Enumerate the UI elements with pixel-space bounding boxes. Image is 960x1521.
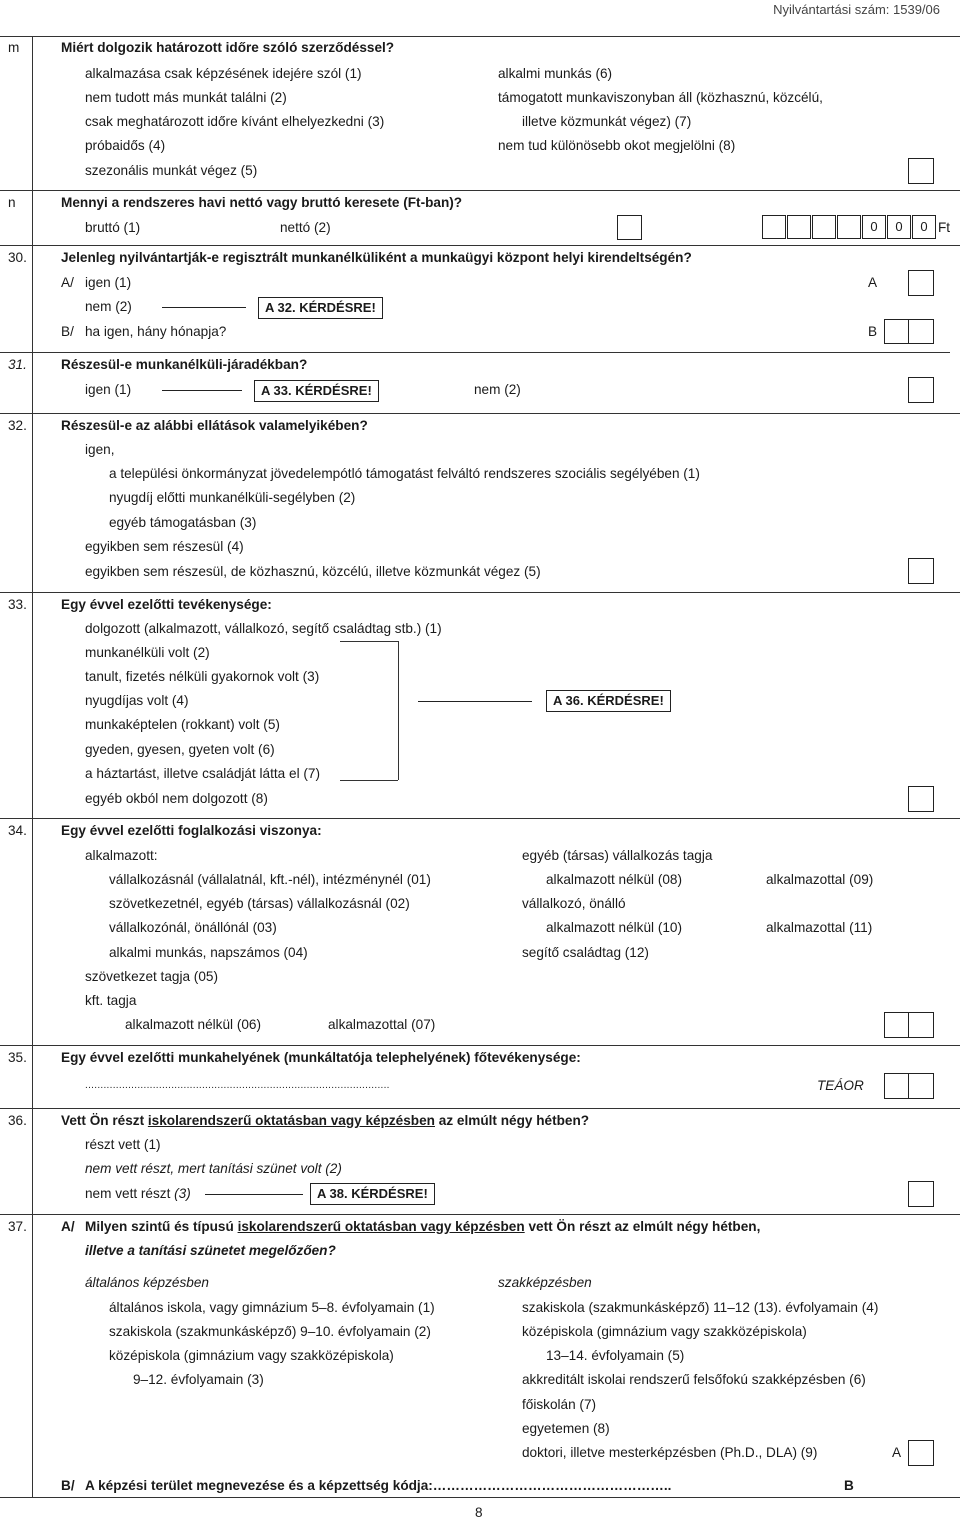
- q37-title: Milyen szintű és típusú iskolarendszerű oktatásban vagy képzésben vett Ön részt az elmúlt négy hétben,: [85, 1219, 761, 1234]
- q34-op-08: alkalmazott nélkül (08): [546, 872, 682, 887]
- divider: [0, 1214, 960, 1215]
- q35-code-label: TEÁOR: [817, 1078, 864, 1093]
- q30-a-prefix: A/: [61, 275, 74, 290]
- divider: [0, 1045, 960, 1046]
- jump-arrow: [162, 390, 242, 391]
- q37-gen-3a: középiskola (gimnázium vagy szakközépiskola): [109, 1348, 394, 1363]
- divider: [0, 818, 960, 819]
- q37-num: 37.: [8, 1219, 27, 1234]
- jump-arrow: [162, 307, 246, 308]
- q-m-option-3: csak meghatározott időre kívánt elhelyezkedni (3): [85, 114, 385, 129]
- q37-voc-9: doktori, illetve mesterképzésben (Ph.D., DLA) (9): [522, 1445, 818, 1460]
- q-n-digit-fixed: 0: [862, 215, 886, 239]
- q-n-digit-fixed: 0: [912, 215, 936, 239]
- q36-answer-box[interactable]: [908, 1181, 934, 1207]
- q37-gen-1: általános iskola, vagy gimnázium 5–8. évfolyamain (1): [109, 1300, 435, 1315]
- q34-kft-06: alkalmazott nélkül (06): [125, 1017, 261, 1032]
- q34-answer-box-1[interactable]: [884, 1012, 909, 1038]
- q30-b-month-box-1[interactable]: [884, 319, 909, 344]
- divider: [0, 592, 960, 593]
- q36-jump-label: A 38. KÉRDÉSRE!: [310, 1183, 435, 1205]
- q33-item-3: tanult, fizetés nélküli gyakornok volt (3): [85, 669, 320, 684]
- q37-b-question[interactable]: A képzési terület megnevezése és a képzettség kódja:……………………………………………..: [85, 1478, 672, 1493]
- q30-b-prefix: B/: [61, 324, 74, 339]
- q34-kft: kft. tagja: [85, 993, 137, 1008]
- q32-item-1: a települési önkormányzat jövedelempótló támogatást felváltó rendszeres szociális segélyében (1): [109, 466, 700, 481]
- q-n-digit-4[interactable]: [837, 215, 861, 239]
- q30-jump-label: A 32. KÉRDÉSRE!: [258, 297, 383, 319]
- q37-voc-5a: középiskola (gimnázium vagy szakközépiskola): [522, 1324, 807, 1339]
- q-n-type-box[interactable]: [617, 215, 642, 240]
- q37-title-2: illetve a tanítási szünetet megelőzően?: [85, 1243, 336, 1258]
- jump-arrow: [418, 701, 532, 702]
- q-m-option-7b: illetve közmunkát végez) (7): [522, 114, 692, 129]
- q37-voc-7: főiskolán (7): [522, 1397, 597, 1412]
- divider: [0, 245, 960, 246]
- q30-yes: igen (1): [85, 275, 132, 290]
- q30-box-b-label: B: [868, 324, 878, 339]
- q36-option-2: nem vett részt, mert tanítási szünet volt (2): [85, 1161, 342, 1176]
- q37-a-answer-box[interactable]: [908, 1440, 934, 1466]
- q-n-digit-3[interactable]: [812, 215, 836, 239]
- q33-item-6: gyeden, gyesen, gyeten volt (6): [85, 742, 275, 757]
- q-m-option-5: szezonális munkát végez (5): [85, 163, 258, 178]
- q-n-digit-2[interactable]: [787, 215, 811, 239]
- q30-a-answer-box[interactable]: [908, 270, 934, 296]
- q34-answer-box-2[interactable]: [908, 1012, 934, 1038]
- q-m-option-2: nem tudott más munkát találni (2): [85, 90, 287, 105]
- q-m-num: m: [8, 40, 20, 55]
- q37-a-prefix: A/: [61, 1219, 75, 1234]
- q37-voc-6: akkreditált iskolai rendszerű felsőfokú szakképzésben (6): [522, 1372, 866, 1387]
- bracket-top: [340, 641, 398, 642]
- q36-title: Vett Ön részt iskolarendszerű oktatásban vagy képzésben az elmúlt négy hétben?: [61, 1113, 590, 1128]
- q-n-digit-fixed: 0: [887, 215, 911, 239]
- left-border: [32, 36, 33, 1498]
- q31-title: Részesül-e munkanélküli-járadékban?: [61, 357, 308, 372]
- registry-number: Nyilvántartási szám: 1539/06: [773, 2, 940, 17]
- q-m-option-8: nem tud különösebb okot megjelölni (8): [498, 138, 736, 153]
- q30-no: nem (2): [85, 299, 132, 314]
- q35-num: 35.: [8, 1050, 27, 1065]
- q-m-answer-box[interactable]: [908, 158, 934, 184]
- q34-coop: szövetkezet tagja (05): [85, 969, 218, 984]
- q31-num: 31.: [8, 357, 27, 372]
- q31-yes: igen (1): [85, 382, 132, 397]
- q30-title: Jelenleg nyilvántartják-e regisztrált munkanélküliként a munkaügyi központ helyi kirendeltségén?: [61, 250, 692, 265]
- q33-answer-box[interactable]: [908, 786, 934, 812]
- bracket-bottom: [340, 780, 398, 781]
- q31-no: nem (2): [474, 382, 521, 397]
- q31-jump-label: A 33. KÉRDÉSRE!: [254, 380, 379, 402]
- q32-yes: igen,: [85, 442, 115, 457]
- q32-item-2: nyugdíj előtti munkanélküli-segélyben (2): [109, 490, 356, 505]
- q32-num: 32.: [8, 418, 27, 433]
- q34-emp-02: szövetkezetnél, egyéb (társas) vállalkozásnál (02): [109, 896, 410, 911]
- q37-gen-2: szakiskola (szakmunkásképző) 9–10. évfolyamain (2): [109, 1324, 431, 1339]
- q30-b-month-box-2[interactable]: [908, 319, 934, 344]
- q-n-gross: bruttó (1): [85, 220, 141, 235]
- q33-item-7: a háztartást, illetve családját látta el (7): [85, 766, 320, 781]
- q-n-digit-1[interactable]: [762, 215, 786, 239]
- q33-jump-label: A 36. KÉRDÉSRE!: [546, 690, 671, 712]
- q-n-unit: Ft: [938, 220, 951, 235]
- bottom-border: [0, 1497, 960, 1498]
- q-n-num: n: [8, 195, 16, 210]
- top-border: [0, 36, 960, 37]
- q34-self-11: alkalmazottal (11): [766, 920, 873, 935]
- q34-op-09: alkalmazottal (09): [766, 872, 874, 887]
- page-number: 8: [475, 1505, 483, 1520]
- q37-general: általános képzésben: [85, 1275, 209, 1290]
- q37-b-prefix: B/: [61, 1478, 75, 1493]
- q32-title: Részesül-e az alábbi ellátások valamelyikében?: [61, 418, 368, 433]
- q34-emp-03: vállalkozónál, önállónál (03): [109, 920, 277, 935]
- q33-title: Egy évvel ezelőtti tevékenysége:: [61, 597, 272, 612]
- divider: [0, 1108, 960, 1109]
- q32-answer-box[interactable]: [908, 558, 934, 584]
- q34-other-partner: egyéb (társas) vállalkozás tagja: [522, 848, 713, 863]
- q31-answer-box[interactable]: [908, 377, 934, 403]
- q33-num: 33.: [8, 597, 27, 612]
- divider: [0, 352, 950, 353]
- q32-item-5: egyikben sem részesül, de közhasznú, közcélú, illetve közmunkát végez (5): [85, 564, 541, 579]
- q37-gen-3b: 9–12. évfolyamain (3): [133, 1372, 264, 1387]
- divider: [0, 190, 960, 191]
- q37-voc-5b: 13–14. évfolyamain (5): [546, 1348, 685, 1363]
- q33-item-1: dolgozott (alkalmazott, vállalkozó, segítő családtag stb.) (1): [85, 621, 442, 636]
- q33-item-8: egyéb okból nem dolgozott (8): [85, 791, 268, 806]
- q30-num: 30.: [8, 250, 27, 265]
- q36-option-1: részt vett (1): [85, 1137, 161, 1152]
- divider: [0, 413, 960, 414]
- q34-self-10: alkalmazott nélkül (10): [546, 920, 682, 935]
- q35-code-box-2[interactable]: [908, 1073, 934, 1099]
- q32-item-4: egyikben sem részesül (4): [85, 539, 244, 554]
- q37-box-b-label: B: [844, 1478, 854, 1493]
- q35-title: Egy évvel ezelőtti munkahelyének (munkáltatója telephelyének) főtevékenysége:: [61, 1050, 581, 1065]
- q35-code-box-1[interactable]: [884, 1073, 909, 1099]
- q34-self: vállalkozó, önálló: [522, 896, 626, 911]
- q-m-option-1: alkalmazása csak képzésének idejére szól (1): [85, 66, 362, 81]
- q34-helper: segítő családtag (12): [522, 945, 649, 960]
- q30-box-a-label: A: [868, 275, 878, 290]
- q34-employee: alkalmazott:: [85, 848, 158, 863]
- q-m-title: Miért dolgozik határozott időre szóló szerződéssel?: [61, 40, 395, 55]
- q33-item-4: nyugdíjas volt (4): [85, 693, 189, 708]
- q30-b-question: ha igen, hány hónapja?: [85, 324, 227, 339]
- q-m-option-6: alkalmi munkás (6): [498, 66, 613, 81]
- q37-voc-8: egyetemen (8): [522, 1421, 610, 1436]
- bracket-side: [398, 641, 399, 780]
- q33-item-2: munkanélküli volt (2): [85, 645, 210, 660]
- q37-voc-4: szakiskola (szakmunkásképző) 11–12 (13). évfolyamain (4): [522, 1300, 879, 1315]
- q34-kft-07: alkalmazottal (07): [328, 1017, 436, 1032]
- q-m-option-4: próbaidős (4): [85, 138, 166, 153]
- q37-box-a-label: A: [892, 1445, 902, 1460]
- q36-option-3: nem vett részt (3): [85, 1186, 191, 1201]
- q32-item-3: egyéb támogatásban (3): [109, 515, 257, 530]
- q-n-title: Mennyi a rendszeres havi nettó vagy bruttó keresete (Ft-ban)?: [61, 195, 463, 210]
- jump-arrow: [205, 1194, 303, 1195]
- q34-num: 34.: [8, 823, 27, 838]
- q34-emp-04: alkalmi munkás, napszámos (04): [109, 945, 308, 960]
- q35-fill-line[interactable]: ...................................................................................................: [85, 1080, 390, 1091]
- q37-vocational: szakképzésben: [498, 1275, 592, 1290]
- q-n-net: nettó (2): [280, 220, 331, 235]
- q36-num: 36.: [8, 1113, 27, 1128]
- q34-emp-01: vállalkozásnál (vállalatnál, kft.-nél), intézménynél (01): [109, 872, 431, 887]
- q34-title: Egy évvel ezelőtti foglalkozási viszonya:: [61, 823, 322, 838]
- q33-item-5: munkaképtelen (rokkant) volt (5): [85, 717, 280, 732]
- q-m-option-7a: támogatott munkaviszonyban áll (közhasznú, közcélú,: [498, 90, 823, 105]
